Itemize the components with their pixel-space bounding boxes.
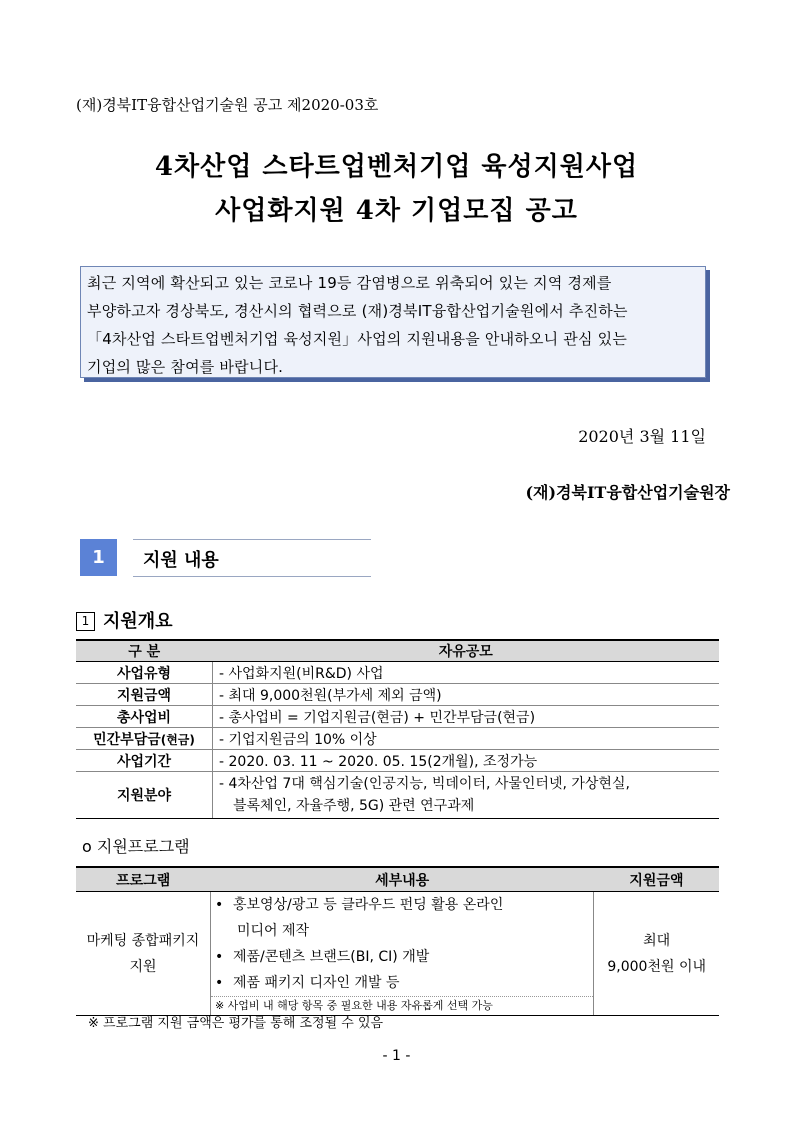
row-value: - 사업화지원(비R&D) 사업 <box>213 662 720 684</box>
table-row <box>76 684 719 706</box>
row-label: 지원금액 <box>76 684 213 706</box>
table-header-row <box>76 867 719 892</box>
table-row <box>76 728 719 750</box>
header-cell: 구 분 <box>76 640 213 662</box>
subsection-heading <box>76 607 173 633</box>
header-cell: 프로그램 <box>76 867 210 892</box>
row-label-text: 민간부담금 <box>93 731 161 748</box>
row-value: - 기업지원금의 10% 이상 <box>213 728 720 750</box>
intro-line: 부양하고자 경상북도, 경산시의 협력으로 (재)경북IT융합산업기술원에서 추진하는 <box>87 302 628 320</box>
intro-line: 최근 지역에 확산되고 있는 코로나 19등 감염병으로 위축되어 있는 지역 경제를 <box>87 274 612 292</box>
header-cell: 세부내용 <box>210 867 593 892</box>
footnote: ※ 프로그램 지원 금액은 평가를 통해 조정될 수 있음 <box>88 1016 384 1031</box>
row-label: 총사업비 <box>76 706 213 728</box>
row-value: - 최대 9,000천원(부가세 제외 금액) <box>213 684 720 706</box>
table-row <box>76 892 719 1016</box>
row-value: - 총사업비 = 기업지원금(현금) + 민간부담금(현금) <box>213 706 720 728</box>
row-label: 사업기간 <box>76 750 213 772</box>
table-row <box>76 706 719 728</box>
program-table <box>76 866 719 1016</box>
intro-box <box>80 266 706 378</box>
program-name <box>76 892 210 1016</box>
header-cell: 자유공모 <box>213 640 720 662</box>
section-number: 1 <box>80 539 117 576</box>
table-row <box>76 772 719 819</box>
table-header-row <box>76 640 719 662</box>
section-title-bar <box>133 539 371 577</box>
notice-number: (재)경북IT융합산업기술원 공고 제2020-03호 <box>76 96 379 114</box>
row-value-line: 블록체인, 자율주행, 5G) 관련 연구과제 <box>233 798 475 814</box>
detail-bullet: • 제품 패키지 디자인 개발 등 <box>214 975 400 991</box>
subsection-title: 지원개요 <box>103 611 173 632</box>
detail-bullet: • 제품/콘텐츠 브랜드(BI, CI) 개발 <box>214 949 430 965</box>
title-line-1: 4차산업 스타트업벤처기업 육성지원사업 <box>154 152 639 182</box>
section-title: 지원 내용 <box>143 550 219 571</box>
row-value-line: - 4차산업 7대 핵심기술(인공지능, 빅데이터, 사물인터넷, 가상현실, <box>219 776 630 792</box>
amount-line: 9,000천원 이내 <box>607 958 707 975</box>
program-details <box>210 892 593 1016</box>
row-label: 사업유형 <box>76 662 213 684</box>
title-line-2: 사업화지원 4차 기업모집 공고 <box>215 196 578 226</box>
program-name-line: 마케팅 종합패키지 <box>86 932 200 949</box>
program-heading: o 지원프로그램 <box>82 837 190 856</box>
detail-bullet-cont: 미디어 제작 <box>236 923 310 939</box>
overview-table <box>76 639 719 819</box>
header-cell: 지원금액 <box>594 867 719 892</box>
row-value: - 2020. 03. 11 ~ 2020. 05. 15(2개월), 조정가능 <box>213 750 720 772</box>
detail-bullet: • 홍보영상/광고 등 클라우드 펀딩 활용 온라인 <box>214 897 504 913</box>
row-value <box>213 772 720 819</box>
program-name-line: 지원 <box>129 958 157 975</box>
intro-line: 「4차산업 스타트업벤처기업 육성지원」사업의 지원내용을 안내하오니 관심 있는 <box>87 330 628 348</box>
subsection-number-box: 1 <box>76 612 95 631</box>
page-number: - 1 - <box>382 1048 411 1064</box>
notice-date: 2020년 3월 11일 <box>578 427 706 446</box>
program-amount <box>594 892 719 1016</box>
row-label-suffix: (현금) <box>160 732 195 747</box>
intro-line: 기업의 많은 참여를 바랍니다. <box>87 358 284 376</box>
table-row <box>76 662 719 684</box>
organization-name: (재)경북IT융합산업기술원장 <box>525 483 730 502</box>
amount-line: 최대 <box>643 932 671 949</box>
detail-note: ※ 사업비 내 해당 항목 중 필요한 내용 자유롭게 선택 가능 <box>211 996 593 1015</box>
table-row <box>76 750 719 772</box>
row-label <box>76 728 213 750</box>
row-label: 지원분야 <box>76 772 213 819</box>
